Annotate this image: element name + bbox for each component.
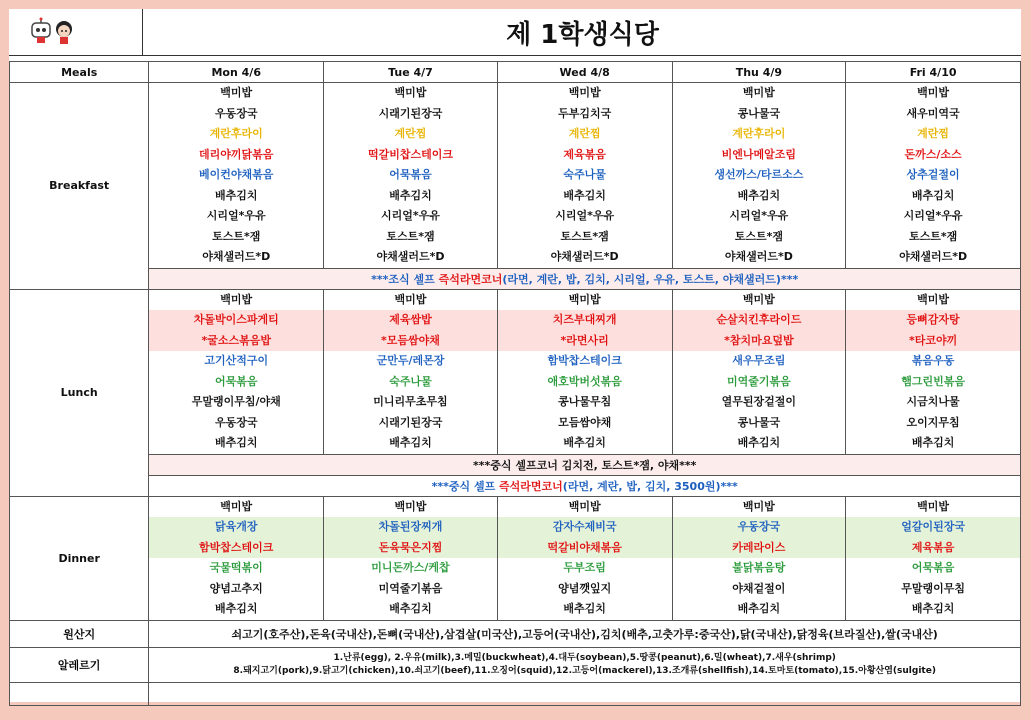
- menu-item: 야채샐러드*D: [899, 250, 968, 263]
- menu-item: 미역줄기볶음: [726, 374, 791, 388]
- menu-item: 계란찜: [568, 127, 601, 140]
- lunch-band2-row: [10, 475, 1021, 496]
- dinner-label: Dinner: [10, 496, 149, 620]
- breakfast-cell: [846, 83, 1021, 269]
- band-suffix: (라면, 계란, 밥, 김치, 시리얼, 우유, 토스트, 야채샐러드)***: [502, 272, 799, 286]
- menu-item: 모듬쌈야채: [558, 415, 612, 429]
- menu-item: 백미밥: [394, 499, 427, 513]
- filler-row: [10, 682, 1021, 705]
- menu-item: 데리야끼닭볶음: [199, 147, 274, 161]
- menu-item: 토스트*잼: [908, 229, 958, 243]
- menu-item: 감자수제비국: [498, 517, 672, 538]
- menu-item: 배추김치: [563, 602, 606, 615]
- allergy-row: [10, 647, 1021, 682]
- menu-item: 차돌박이스파게티: [149, 310, 323, 331]
- band-suffix: (라면, 계란, 밥, 김치, 3500원)***: [562, 479, 738, 493]
- logo: [9, 9, 143, 55]
- menu-item: 야채겉절이: [732, 581, 786, 595]
- menu-item: 계란찜: [394, 127, 427, 140]
- menu-item: 무말랭이무침/야채: [191, 395, 281, 408]
- lunch-self-corner-note: ***중식 셀프코너 김치전, 토스트*잼, 야채***: [149, 454, 1021, 475]
- filler-cell: [10, 682, 149, 705]
- menu-item: 등뼈감자탕: [846, 310, 1020, 331]
- breakfast-row: [10, 83, 1021, 269]
- lunch-cell: [672, 289, 846, 454]
- menu-item: 시리얼*우유: [555, 209, 615, 222]
- menu-item: 무말랭이무침: [901, 581, 965, 595]
- menu-item: 순살치킨후라이드: [673, 310, 846, 331]
- menu-item: 차돌된장찌개: [324, 517, 497, 538]
- menu-item: 배추김치: [389, 436, 432, 449]
- menu-item: 숙주나물: [563, 168, 606, 181]
- menu-item: 배추김치: [214, 602, 258, 615]
- menu-item: 토스트*잼: [734, 229, 783, 243]
- menu-item: *모듬쌈야채: [324, 331, 497, 352]
- menu-item: 제육볶음: [846, 538, 1020, 559]
- menu-item: 시리얼*우유: [729, 209, 789, 222]
- menu-item: 백미밥: [568, 499, 601, 513]
- menu-item: 두부조림: [563, 561, 606, 574]
- band-prefix: ***조식 셀프: [371, 272, 439, 286]
- menu-item: 배추김치: [563, 188, 606, 202]
- menu-item: 백미밥: [917, 86, 950, 99]
- allergy-text: [149, 647, 1021, 682]
- day-header: Mon 4/6: [149, 62, 324, 83]
- allergy-line: 8.돼지고기(pork),9.닭고기(chicken),10.쇠고기(beef),11.오징어(squid),12.고등어(mackerel),13.조개류(shellfish),14.토마토(tomato),15.아황산염(sulgite): [233, 665, 936, 676]
- menu-item: 미니리무초무침: [373, 395, 448, 408]
- menu-item: 백미밥: [220, 499, 253, 513]
- origin-label: 원산지: [10, 620, 149, 647]
- menu-item: *굴소스볶음밥: [149, 331, 323, 352]
- menu-item: 새우미역국: [906, 106, 960, 120]
- band-highlight: 즉석라면코너: [499, 479, 563, 493]
- menu-item: 콩나물국: [737, 106, 781, 120]
- menu-item: 배추김치: [737, 188, 781, 202]
- page-title: 제 1학생식당: [506, 19, 659, 50]
- menu-item: 어묵볶음: [911, 561, 955, 574]
- menu-item: 백미밥: [742, 292, 775, 306]
- menu-item: 배추김치: [737, 602, 781, 615]
- dinner-cell: [149, 496, 324, 620]
- menu-item: 시리얼*우유: [903, 209, 963, 222]
- menu-item: 애호박버섯볶음: [547, 374, 622, 388]
- menu-item: 계란찜: [917, 127, 950, 140]
- menu-item: 치즈부대찌개: [498, 310, 672, 331]
- allergy-line: 1.난류(egg), 2.우유(milk),3.메밀(buckwheat),4.대두(soybean),5.땅콩(peanut),6.밀(wheat),7.새우(shrimp): [333, 652, 836, 663]
- menu-item: 콩나물국: [737, 415, 781, 429]
- breakfast-cell: [497, 83, 672, 269]
- dinner-cell: [846, 496, 1021, 620]
- menu-item: 콩나물무침: [558, 395, 612, 408]
- menu-item: 시리얼*우유: [206, 209, 266, 222]
- mascot-icon: [29, 17, 77, 47]
- menu-item: 돈까스/소스: [904, 147, 962, 161]
- menu-item: 토스트*잼: [560, 229, 609, 243]
- menu-item: 어묵볶음: [214, 374, 258, 388]
- header: [9, 9, 1021, 56]
- meals-header: Meals: [10, 62, 149, 83]
- menu-item: 백미밥: [394, 292, 427, 306]
- menu-item: 야채샐러드*D: [376, 250, 445, 263]
- menu-item: 오이지무침: [906, 415, 960, 429]
- menu-item: 미니돈까스/케찹: [371, 561, 450, 574]
- menu-item: 함박찹스테이크: [547, 354, 622, 367]
- menu-item: *라면사리: [498, 331, 672, 352]
- lunch-cell: [324, 289, 498, 454]
- menu-item: 배추김치: [389, 602, 432, 615]
- dinner-cell: [324, 496, 498, 620]
- menu-item: 배추김치: [563, 436, 606, 449]
- filler-cell: [149, 682, 1021, 705]
- menu-item: 계란후라이: [209, 127, 263, 140]
- menu-item: 양념깻잎지: [558, 581, 612, 595]
- menu-item: 토스트*잼: [212, 229, 261, 243]
- menu-item: 야채샐러드*D: [202, 250, 271, 263]
- menu-item: 미역줄기볶음: [378, 581, 443, 595]
- band-highlight: 즉석라면코너: [438, 272, 503, 286]
- menu-item: 닭육개장: [149, 517, 323, 538]
- menu-item: 햄그린빈볶음: [901, 374, 965, 388]
- lunch-row: [10, 289, 1021, 454]
- menu-item: 배추김치: [214, 436, 258, 449]
- lunch-band-row: [10, 454, 1021, 475]
- menu-item: 백미밥: [568, 86, 601, 99]
- menu-item: 배추김치: [737, 436, 781, 449]
- menu-item: 야채샐러드*D: [724, 250, 793, 263]
- menu-item: 베이컨야채볶음: [199, 168, 274, 181]
- band-prefix: ***중식 셀프: [431, 479, 500, 493]
- menu-item: 백미밥: [220, 292, 253, 306]
- lunch-cell: [149, 289, 324, 454]
- menu-item: 볶음우동: [911, 354, 955, 367]
- menu-item: 배추김치: [911, 602, 955, 615]
- menu-item: 시래기된장국: [378, 415, 443, 429]
- menu-item: 배추김치: [389, 188, 432, 202]
- menu-item: 토스트*잼: [386, 229, 435, 243]
- lunch-cell: [846, 289, 1021, 454]
- menu-item: 백미밥: [742, 86, 775, 99]
- menu-item: 두부김치국: [558, 106, 612, 120]
- menu-item: 상추겉절이: [906, 168, 960, 181]
- menu-item: 배추김치: [214, 188, 258, 202]
- day-header: Thu 4/9: [672, 62, 846, 83]
- menu-item: 백미밥: [742, 499, 775, 513]
- breakfast-cell: [149, 83, 324, 269]
- menu-table: [9, 61, 1021, 706]
- menu-item: 백미밥: [220, 86, 253, 99]
- breakfast-self-corner-note: [149, 268, 1021, 289]
- dinner-cell: [497, 496, 672, 620]
- menu-item: 우동장국: [673, 517, 846, 538]
- menu-item: 얼갈이된장국: [846, 517, 1020, 538]
- menu-item: 양념고추지: [209, 581, 263, 595]
- dinner-cell: [672, 496, 846, 620]
- menu-frame: [9, 9, 1021, 702]
- breakfast-cell: [324, 83, 498, 269]
- header-row: [10, 62, 1021, 83]
- menu-item: 우동장국: [214, 106, 258, 120]
- menu-item: 새우무조림: [732, 354, 786, 367]
- menu-item: 야채샐러드*D: [550, 250, 619, 263]
- breakfast-label: Breakfast: [10, 83, 149, 290]
- menu-item: 시금치나물: [906, 395, 960, 408]
- menu-item: 고기산적구이: [204, 354, 269, 367]
- menu-item: *참치마요덮밥: [673, 331, 846, 352]
- dinner-row: [10, 496, 1021, 620]
- menu-item: 시리얼*우유: [381, 209, 440, 222]
- allergy-label: 알레르기: [10, 647, 149, 682]
- menu-item: 백미밥: [394, 86, 427, 99]
- day-header: Tue 4/7: [324, 62, 498, 83]
- menu-item: 함박찹스테이크: [149, 538, 323, 559]
- menu-item: 불닭볶음탕: [732, 561, 786, 574]
- menu-item: 계란후라이: [732, 127, 786, 140]
- menu-item: 배추김치: [911, 436, 955, 449]
- lunch-ramen-corner-note: [149, 475, 1021, 496]
- menu-item: *타코야끼: [846, 331, 1020, 352]
- day-header: Fri 4/10: [846, 62, 1021, 83]
- menu-item: 백미밥: [917, 292, 950, 306]
- menu-item: 생선까스/타르소스: [714, 168, 804, 181]
- menu-item: 백미밥: [917, 499, 950, 513]
- menu-item: 카레라이스: [673, 538, 846, 559]
- menu-item: 돈육묵은지찜: [324, 538, 497, 559]
- origin-row: [10, 620, 1021, 647]
- breakfast-cell: [672, 83, 846, 269]
- menu-item: 국물떡볶이: [209, 561, 263, 574]
- menu-item: 백미밥: [568, 292, 601, 306]
- menu-item: 시래기된장국: [378, 106, 443, 120]
- menu-item: 숙주나물: [389, 374, 432, 388]
- menu-item: 제육쌈밥: [324, 310, 497, 331]
- menu-item: 떡갈비찹스테이크: [367, 147, 453, 161]
- menu-item: 어묵볶음: [389, 168, 432, 181]
- menu-item: 배추김치: [911, 188, 955, 202]
- breakfast-band-row: [10, 268, 1021, 289]
- lunch-label: Lunch: [10, 289, 149, 496]
- lunch-cell: [497, 289, 672, 454]
- menu-item: 열무된장겉절이: [721, 395, 797, 408]
- day-header: Wed 4/8: [497, 62, 672, 83]
- menu-item: 제육볶음: [563, 147, 606, 161]
- menu-item: 우동장국: [214, 415, 258, 429]
- menu-item: 떡갈비야채볶음: [498, 538, 672, 559]
- menu-item: 군만두/레몬장: [376, 354, 445, 367]
- menu-item: 비엔나메알조림: [721, 147, 797, 161]
- origin-text: 쇠고기(호주산),돈육(국내산),돈뼈(국내산),삼겹살(미국산),고등어(국내산),김치(배추,고춧가루:중국산),닭(국내산),닭정육(브라질산),쌀(국내산): [149, 620, 1021, 647]
